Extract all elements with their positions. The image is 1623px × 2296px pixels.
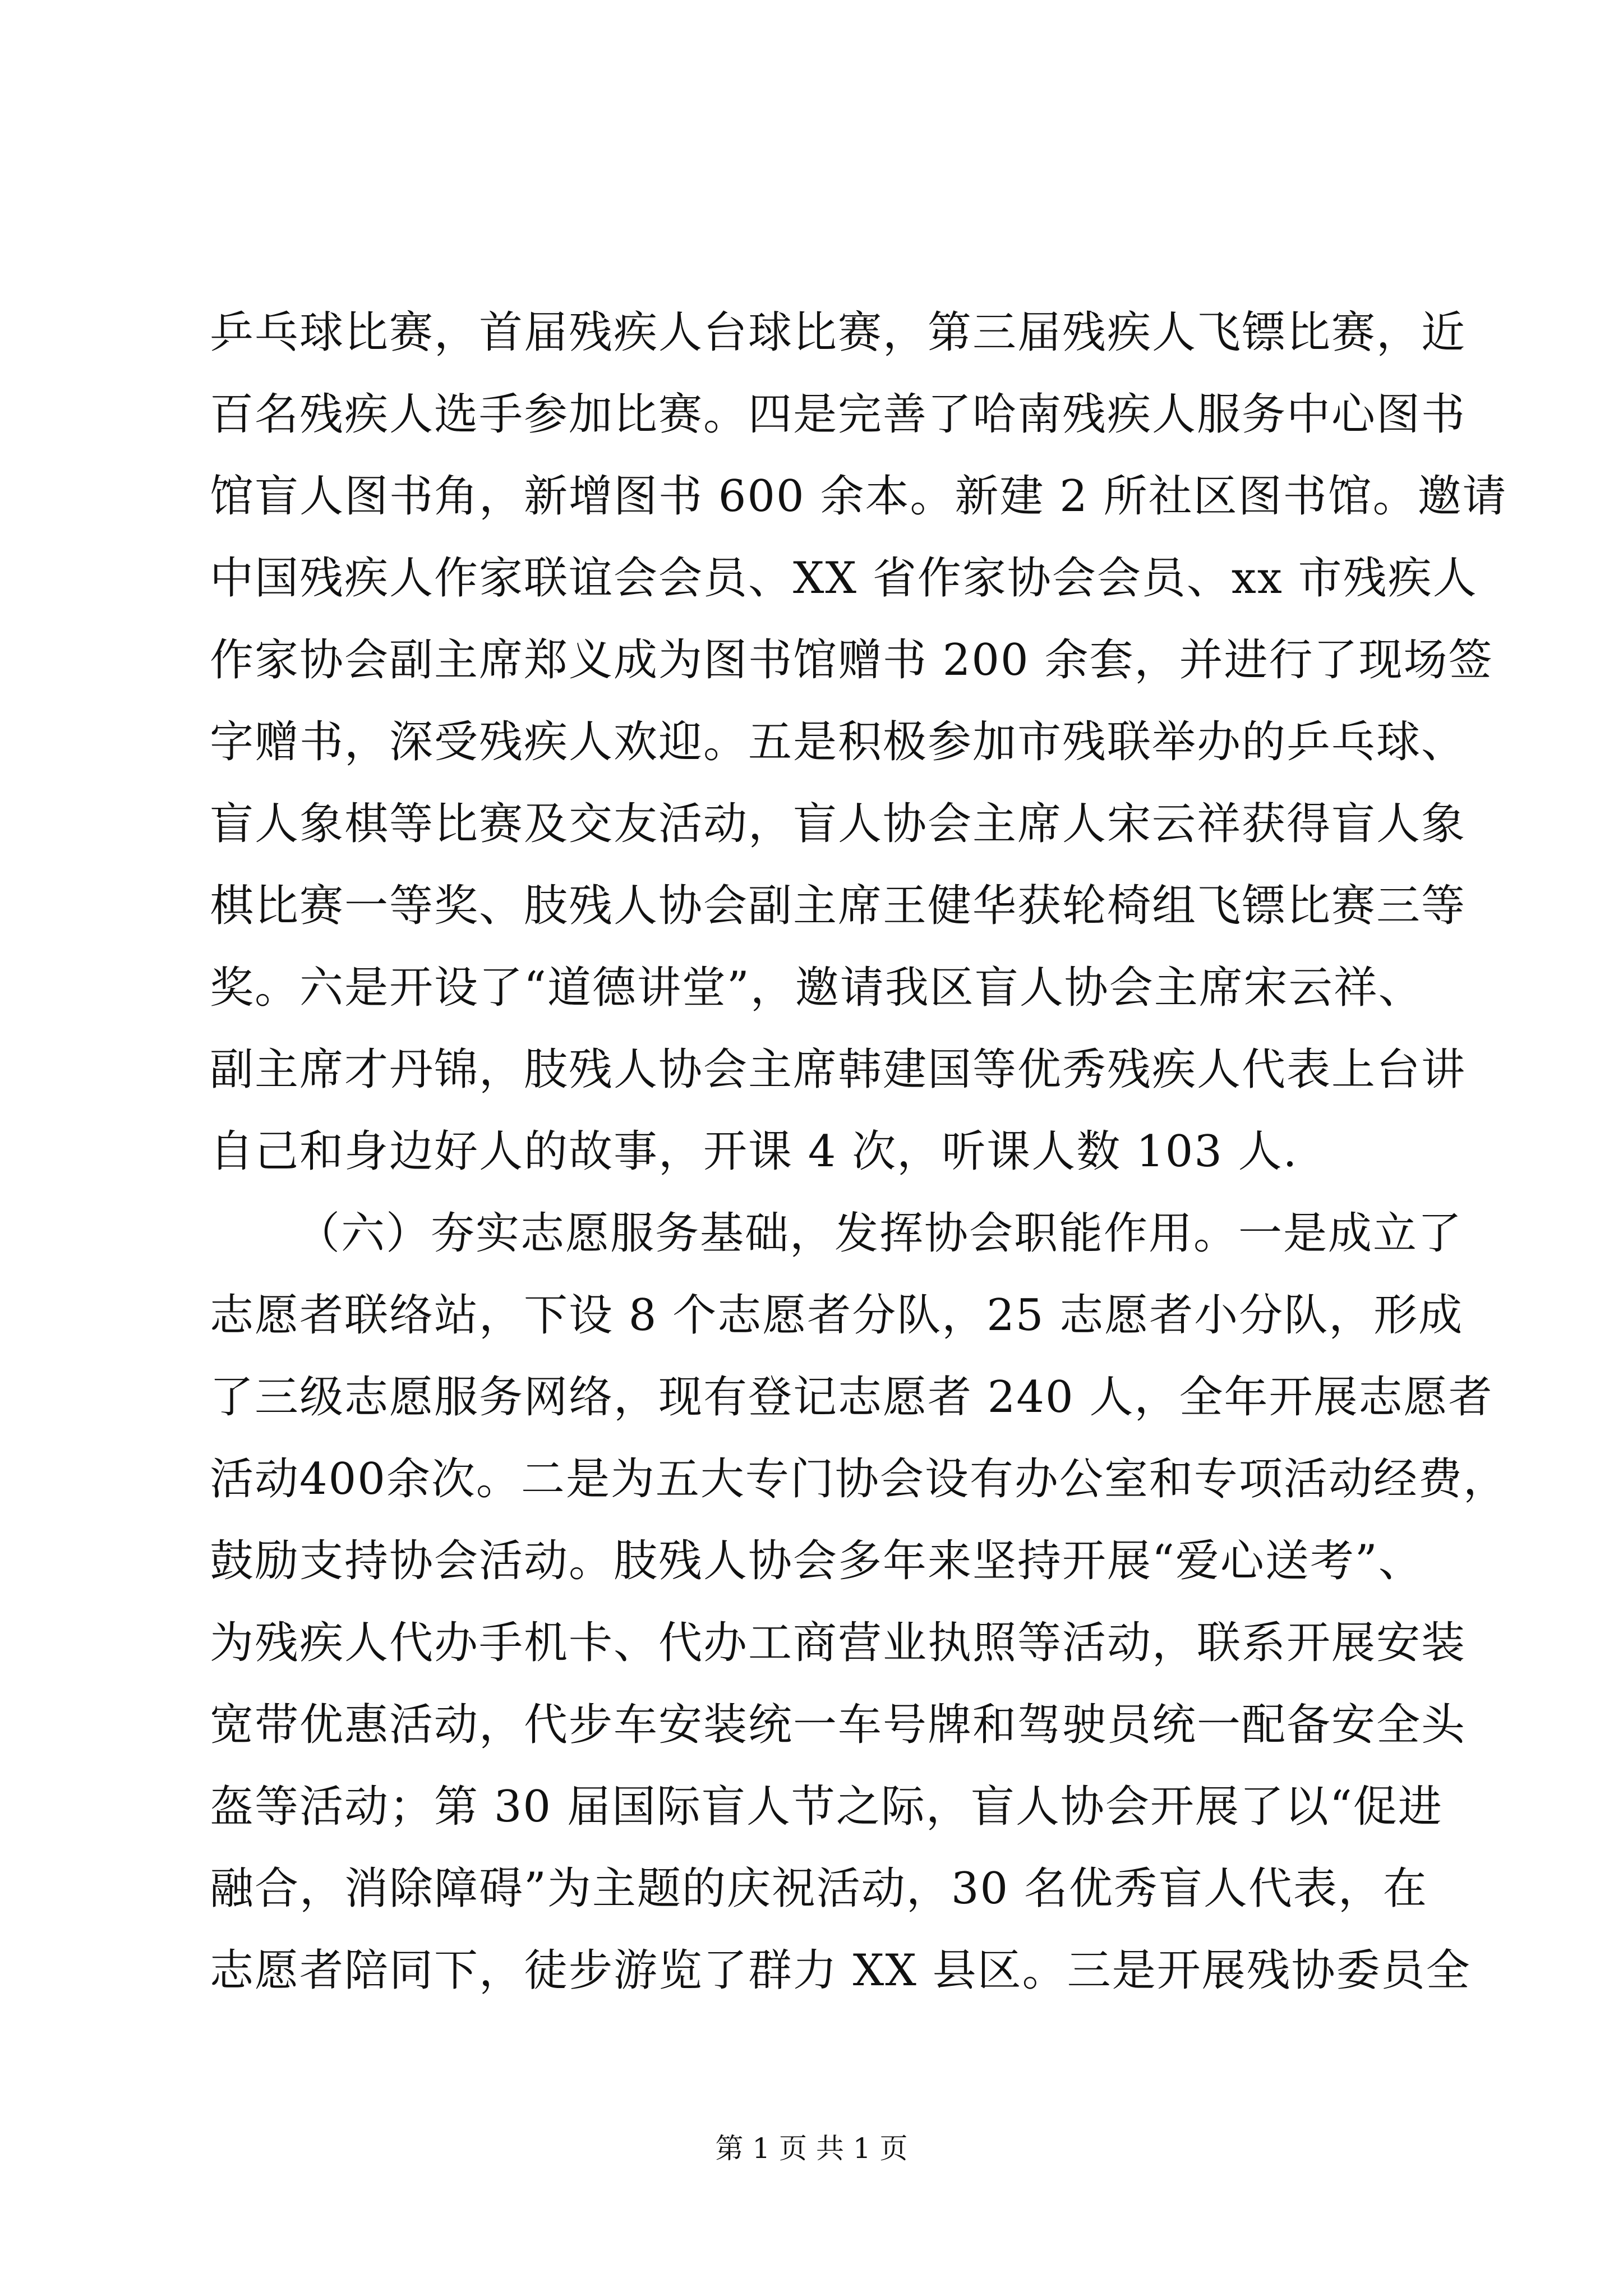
page-footer: 第 1 页 共 1 页 — [715, 2132, 908, 2165]
text-line: （六）夯实志愿服务基础，发挥协会职能作用。一是成立了 — [296, 1208, 1463, 1259]
text-line: 自己和身边好人的故事，开课 4 次，听课人数 103 人. — [210, 1126, 1298, 1177]
text-line: 盔等活动；第 30 届国际盲人节之际，盲人协会开展了以“促进 — [210, 1782, 1443, 1832]
text-line: 作家协会副主席郑义成为图书馆赠书 200 余套，并进行了现场签 — [210, 635, 1493, 685]
text-line: 盲人象棋等比赛及交友活动，盲人协会主席人宋云祥获得盲人象 — [210, 799, 1467, 849]
text-line: 志愿者陪同下，徒步游览了群力 XX 县区。三是开展残协委员全 — [210, 1945, 1471, 1996]
text-line: 馆盲人图书角，新增图书 600 余本。新建 2 所社区图书馆。邀请 — [210, 471, 1507, 522]
text-line: 字赠书，深受残疾人欢迎。五是积极参加市残联举办的乒乓球、 — [210, 717, 1467, 767]
text-line: 宽带优惠活动，代步车安装统一车号牌和驾驶员统一配备安全头 — [210, 1700, 1467, 1750]
text-line: 志愿者联络站，下设 8 个志愿者分队，25 志愿者小分队，形成 — [210, 1290, 1464, 1341]
text-line: 鼓励支持协会活动。肢残人协会多年来坚持开展“爱心送考”、 — [210, 1536, 1423, 1586]
text-line: 中国残疾人作家联谊会会员、XX 省作家协会会员、xx 市残疾人 — [210, 553, 1478, 604]
text-line: 奖。六是开设了“道德讲堂”，邀请我区盲人协会主席宋云祥、 — [210, 963, 1423, 1013]
text-line: 乒乓球比赛，首届残疾人台球比赛，第三届残疾人飞镖比赛，近 — [210, 307, 1467, 358]
text-line: 了三级志愿服务网络，现有登记志愿者 240 人，全年开展志愿者 — [210, 1372, 1493, 1423]
text-line: 副主席才丹锦，肢残人协会主席韩建国等优秀残疾人代表上台讲 — [210, 1045, 1467, 1095]
body-text — [210, 292, 1508, 2012]
text-line: 融合，消除障碍”为主题的庆祝活动，30 名优秀盲人代表，在 — [210, 1864, 1428, 1914]
text-line: 活动400余次。二是为五大专门协会设有办公室和专项活动经费， — [210, 1454, 1508, 1504]
text-line: 棋比赛一等奖、肢残人协会副主席王健华获轮椅组飞镖比赛三等 — [210, 881, 1467, 931]
text-line: 为残疾人代办手机卡、代办工商营业执照等活动，联系开展安装 — [210, 1618, 1467, 1668]
text-line: 百名残疾人选手参加比赛。四是完善了哈南残疾人服务中心图书 — [210, 389, 1467, 440]
